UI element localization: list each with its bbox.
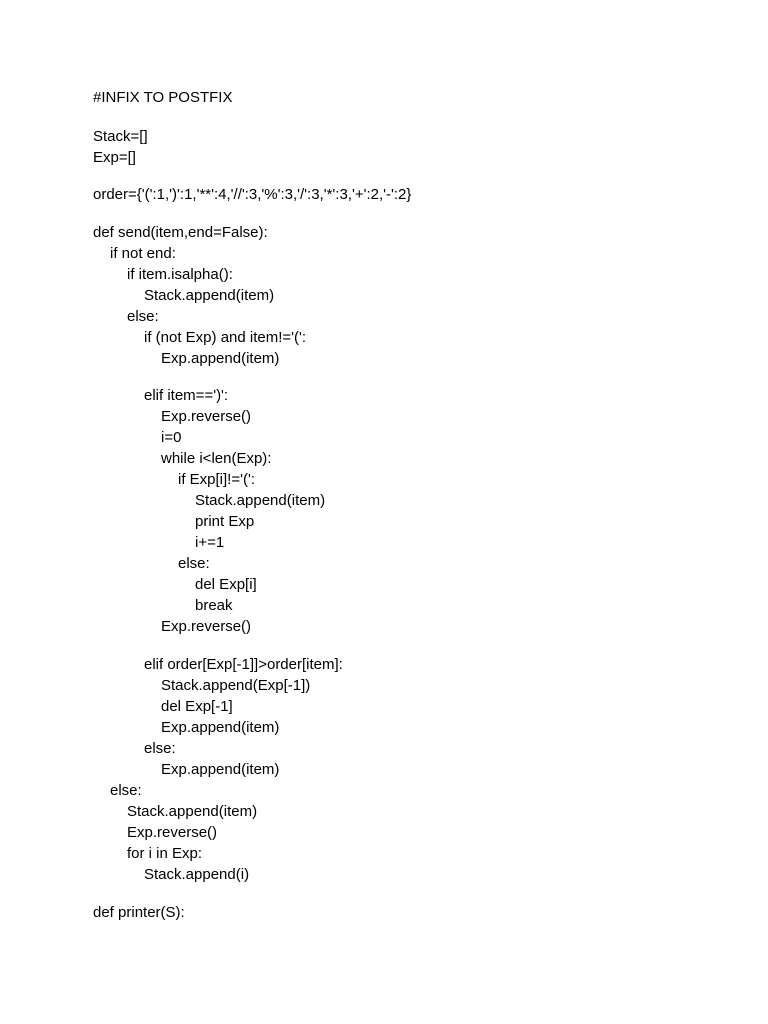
code-line: Exp.append(item) [161,761,280,778]
code-line: while i<len(Exp): [161,450,272,467]
code-line: elif item==')': [144,387,229,404]
code-line: Exp=[] [93,149,136,166]
code-line: Stack.append(Exp[-1]) [161,677,311,694]
code-line: i+=1 [195,534,225,551]
code-line: Exp.reverse() [161,408,252,425]
code-line: i=0 [161,429,182,446]
code-line: Stack.append(item) [195,492,326,509]
code-line: for i in Exp: [127,845,203,862]
code-line: if (not Exp) and item!='(': [144,329,307,346]
code-line: def send(item,end=False): [93,224,268,241]
code-line: if item.isalpha(): [127,266,233,283]
code-line: Stack.append(i) [144,866,250,883]
code-line: Stack.append(item) [127,803,258,820]
code-line: order={'(':1,')':1,'**':4,'//':3,'%':3,'/':3,'*':3,'+':2,'-':2} [93,186,412,203]
code-line: del Exp[-1] [161,698,233,715]
code-line: else: [144,740,176,757]
document-title: #INFIX TO POSTFIX [93,89,233,106]
code-line: Exp.reverse() [127,824,218,841]
code-line: else: [178,555,210,572]
code-document [93,0,753,1024]
code-line: if Exp[i]!='(': [178,471,255,488]
code-line: print Exp [195,513,255,530]
code-line: del Exp[i] [195,576,257,593]
code-line: def printer(S): [93,904,185,921]
code-line: else: [110,782,142,799]
code-line: if not end: [110,245,176,262]
code-line: Exp.reverse() [161,618,252,635]
code-line: Stack.append(item) [144,287,275,304]
code-line: Stack=[] [93,128,148,145]
code-line: Exp.append(item) [161,350,280,367]
code-line: elif order[Exp[-1]]>order[item]: [144,656,343,673]
code-line: else: [127,308,159,325]
code-line: break [195,597,233,614]
code-line: Exp.append(item) [161,719,280,736]
